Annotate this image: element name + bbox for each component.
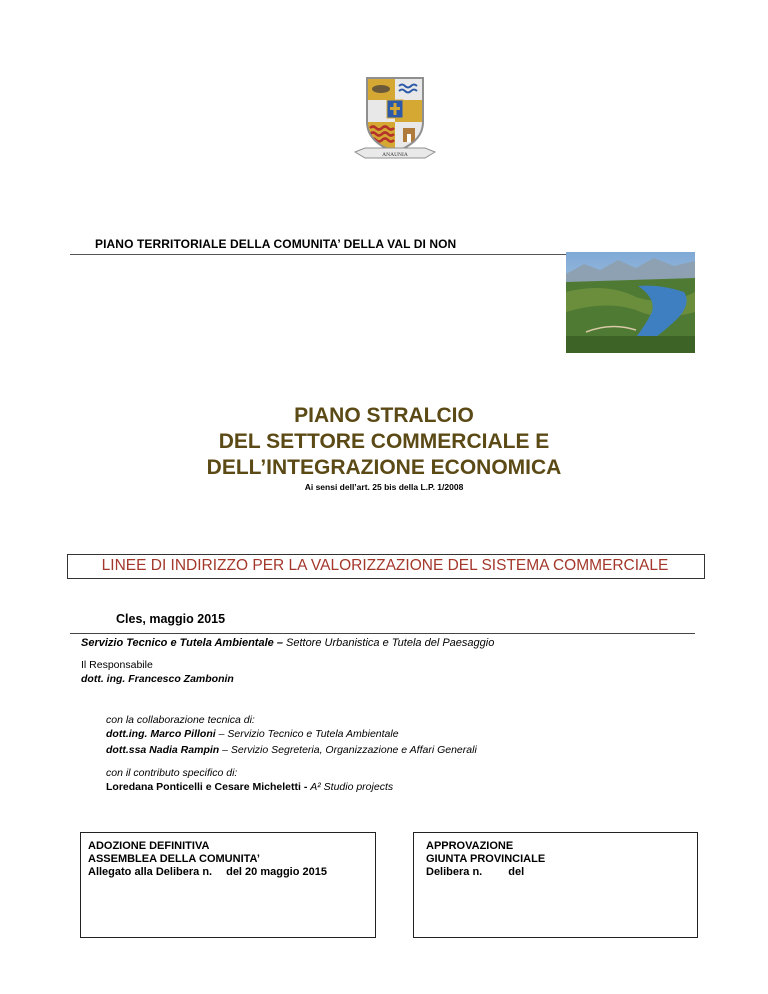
approval-line-3 bbox=[426, 866, 524, 879]
collaborator-1-name: dott.ing. Marco Pilloni bbox=[106, 728, 216, 740]
adoption-line-3 bbox=[88, 866, 327, 879]
lake-landscape-photo bbox=[566, 252, 695, 353]
service-name: Servizio Tecnico e Tutela Ambientale – bbox=[81, 637, 283, 649]
approval-line-2: GIUNTA PROVINCIALE bbox=[426, 853, 546, 865]
collaborator-1 bbox=[106, 727, 399, 741]
contributor-studio: A² Studio projects bbox=[310, 781, 394, 793]
adoption-line-1: ADOZIONE DEFINITIVA bbox=[88, 840, 210, 852]
service-sector: Settore Urbanistica e Tutela del Paesaggio bbox=[286, 637, 495, 649]
responsible-name: dott. ing. Francesco Zambonin bbox=[81, 673, 234, 685]
contribution-label: con il contributo specifico di: bbox=[106, 767, 238, 779]
main-title-line-1: PIANO STRALCIO bbox=[294, 404, 474, 427]
adoption-deliberation-label: Allegato alla Delibera n. bbox=[88, 866, 213, 878]
crest-ribbon-text: ANAUNIA bbox=[382, 152, 408, 158]
middle-divider bbox=[70, 633, 695, 634]
adoption-date: del 20 maggio 2015 bbox=[226, 866, 327, 878]
legal-reference: Ai sensi dell’art. 25 bis della L.P. 1/2008 bbox=[304, 482, 464, 492]
collaborator-2-name: dott.ssa Nadia Rampin bbox=[106, 744, 220, 756]
collaborator-2-role: – Servizio Segreteria, Organizzazione e Affari Generali bbox=[222, 744, 477, 756]
collaborator-2 bbox=[106, 743, 477, 757]
territorial-plan-title: PIANO TERRITORIALE DELLA COMUNITA’ DELLA VAL DI NON bbox=[95, 237, 457, 251]
contribution-line bbox=[106, 780, 393, 794]
approval-line-1: APPROVAZIONE bbox=[426, 840, 514, 852]
crest-logo bbox=[353, 72, 437, 164]
guidelines-heading: LINEE DI INDIRIZZO PER LA VALORIZZAZIONE DEL SISTEMA COMMERCIALE bbox=[101, 557, 669, 574]
contributor-names: Loredana Ponticelli e Cesare Micheletti - bbox=[106, 781, 308, 793]
approval-deliberation-label: Delibera n. bbox=[426, 866, 483, 878]
approval-date: del bbox=[508, 866, 525, 878]
responsible-label: Il Responsabile bbox=[81, 659, 153, 671]
adoption-line-2: ASSEMBLEA DELLA COMUNITA’ bbox=[88, 853, 260, 865]
collaboration-label: con la collaborazione tecnica di: bbox=[106, 714, 255, 726]
main-title-line-3: DELL’INTEGRAZIONE ECONOMICA bbox=[206, 456, 562, 479]
service-line bbox=[81, 637, 494, 649]
collaborator-1-role: – Servizio Tecnico e Tutela Ambientale bbox=[218, 728, 399, 740]
place-date: Cles, maggio 2015 bbox=[116, 612, 226, 626]
main-title-line-2: DEL SETTORE COMMERCIALE E bbox=[218, 430, 550, 453]
